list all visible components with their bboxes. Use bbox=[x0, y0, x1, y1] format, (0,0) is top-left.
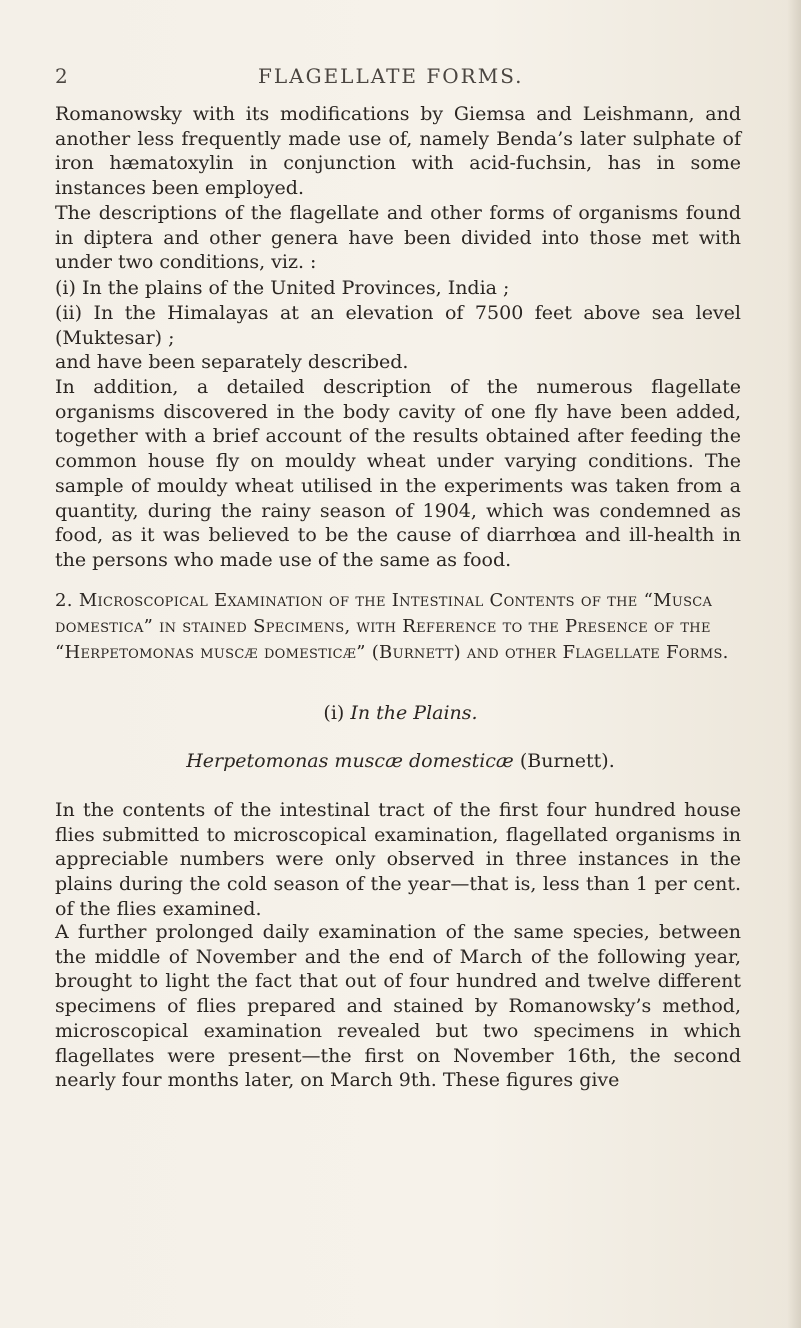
paragraph-further-examination: A further prolonged daily examination of the same species, between the middle of November and the end of March of the following year, brought to light the fact that out of four hundred and twelve different specimens of flies prepared and stained by Romanowsky’s method, microscopical examination revealed but two specimens in which flagellates were present—the first on November 16th, the second nearly four months later, on March 9th. These figures give bbox=[55, 921, 741, 1092]
section-heading bbox=[55, 588, 745, 666]
paragraph-descriptions: The descriptions of the flagellate and other forms of organisms found in diptera and other genera have been divided into those met with under two conditions, viz. : bbox=[55, 202, 741, 274]
subsection-heading bbox=[0, 702, 801, 724]
species-name: Herpetomonas muscæ domesticæ bbox=[186, 750, 514, 772]
paragraph-methods: Romanowsky with its modifications by Giemsa and Leishmann, and another less frequently made use of, namely Benda’s later sulphate of iron hæmatoxylin in conjunction with acid-fuchsin, has in some instances been employed. bbox=[55, 103, 741, 200]
subsection-number: (i) bbox=[323, 702, 345, 724]
running-head: FLAGELLATE FORMS. bbox=[258, 64, 524, 88]
section-title: Microscopical Examination of the Intestinal Contents of the “Musca domestica” in stained Specimens, with Reference to the Presence of the “Herpetomonas muscæ domesticæ” (Burnett) and other Flagellate Forms. bbox=[55, 590, 729, 663]
species-authority: (Burnett). bbox=[519, 750, 615, 772]
page-edge-shadow bbox=[787, 0, 801, 1328]
section-number: 2. bbox=[55, 590, 73, 611]
paragraph-first-four-hundred: In the contents of the intestinal tract of the first four hundred house flies submitted to microscopical examination, flagellated organisms in appreciable numbers were only observed in three instances in the plains during the cold season of the year—that is, less than 1 per cent. of the flies examined. bbox=[55, 799, 741, 920]
paragraph-separately-described: and have been separately described. bbox=[55, 351, 409, 373]
paragraph-addition: In addition, a detailed description of the numerous flagellate organisms discovered in the body cavity of one fly have been added, together with a brief account of the results obtained after feeding the common house fly on mouldy wheat under varying conditions. The sample of mouldy wheat utilised in the experiments was taken from a quantity, during the rainy season of 1904, which was condemned as food, as it was believed to be the cause of diarrhœa and ill-health in the persons who made use of the same as food. bbox=[55, 376, 741, 571]
list-item-plains: (i) In the plains of the United Provinces, India ; bbox=[55, 277, 510, 299]
species-heading bbox=[0, 750, 801, 772]
page-number: 2 bbox=[55, 64, 69, 88]
page-header bbox=[0, 64, 801, 94]
subsection-title: In the Plains. bbox=[350, 702, 478, 724]
list-item-himalayas: (ii) In the Himalayas at an elevation of 7500 feet above sea level (Muktesar) ; bbox=[55, 302, 741, 349]
